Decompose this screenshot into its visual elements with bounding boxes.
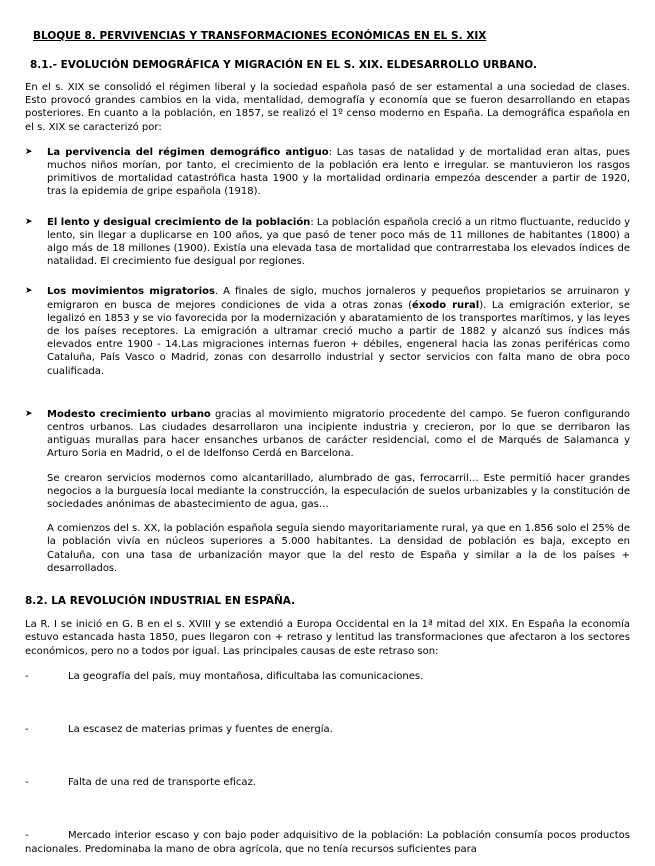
dash-marker-icon: - — [25, 830, 29, 842]
bullet-regimen-demografico-antiguo — [25, 146, 630, 199]
section-8-2-heading: 8.2. LA REVOLUCIÓN INDUSTRIAL EN ESPAÑA. — [25, 595, 296, 608]
dash-marker-icon: - — [25, 670, 29, 682]
dash-marker-icon: - — [25, 723, 29, 735]
bullet-paragraph — [47, 146, 630, 199]
bullet-lead-bold: Modesto crecimiento urbano — [47, 408, 211, 420]
list-item-text: La escasez de materias primas y fuentes de energía. — [68, 723, 333, 735]
bullet-crecimiento-poblacion — [25, 216, 630, 269]
bullet-arrow-icon: ➤ — [25, 216, 33, 227]
bullet-rest-text: ). La emigración exterior, se legalizó en 1853 y se vio favorecida por la modernización y abaratamiento de los transportes marítimos, y las leyes de los países receptores. La emigración a ultramar creció mucho a partir de 1882 y alcanzó sus índices más elevados entre 1900 - 14.Las migraciones internas fueron + débiles, engeneral hacia las zonas periféricas como Cataluña, País Vasco o Madrid, zonas con desarrollo industrial y sector servicios con falta mano de obra poco cualificada. — [47, 299, 630, 377]
bullet-inline-bold: éxodo rural — [412, 299, 480, 311]
dash-marker-icon: - — [25, 777, 29, 789]
document-title: BLOQUE 8. PERVIVENCIAS Y TRANSFORMACIONES ECONÓMICAS EN EL S. XIX — [33, 30, 487, 42]
bullet-rest-text: gracias al movimiento migratorio procedente del campo. Se fueron configurando centros urbanos. Las ciudades desarrollaron una incipiente industria y crecieron, por lo que se derribaron las antiguas murallas para hacer ensanches urbanos de carácter residencial, como el de Marqués de Salamanca y Arturo Soria en Madrid, o el de Idelfonso Cerdá en Barcelona. — [47, 408, 631, 460]
list-item-text: La geografía del país, muy montañosa, dificultaba las comunicaciones. — [68, 670, 424, 682]
bullet-rest-text: : La población española creció a un ritmo fluctuante, reducido y lento, sin llegar a duplicarse en 100 años, ya que pasó de tener poco más de 11 millones de habitantes (1800) a algo más de 18 millones (1900). Existía una elevada tasa de mortalidad que contrarrestaba los elevados índices de natalidad. El crecimiento fue desigual por regiones. — [47, 216, 630, 268]
bullet-paragraph — [47, 285, 630, 377]
list-item-geografia — [25, 670, 630, 683]
list-item-text: Falta de una red de transporte eficaz. — [68, 777, 256, 789]
section-8-2-intro: La R. I se inició en G. B en el s. XVIII y se extendió a Europa Occidental en la 1ª mitad del XIX. En España la economía estuvo estancada hasta 1850, pues llegaron con + retraso y lentitud las transformaciones que afectaron a los sectores económicos, pero no a todos por igual. Las principales causas de este retraso son: — [25, 619, 630, 657]
list-item-mercado-interior — [25, 829, 630, 855]
bullet-lead-bold: El lento y desigual crecimiento de la población — [47, 216, 311, 228]
bullet-rest-text: . A finales de siglo, muchos jornaleros y pequeños propietarios se arruinaron y emigraron en busca de mejores condiciones de vida a otras zonas ( — [47, 286, 631, 311]
bullet-lead-bold: Los movimientos migratorios — [47, 286, 215, 298]
bullet-rest-text: : Las tasas de natalidad y de mortalidad eran altas, pues muchos niños morían, por tanto, el crecimiento de la población era lento e irregular. se mantuvieron los rasgos primitivos de mortalidad catastrófica hasta 1900 y la mortalidad ordinaria empezóa descender a partir de 1920, tras la epidemia de gripe española (1918). — [47, 146, 631, 198]
bullet-lead-bold: La pervivencia del régimen demográfico antiguo — [47, 146, 329, 158]
section-8-1-heading: 8.1.- EVOLUCIÓN DEMOGRÁFICA Y MIGRACIÓN EN EL S. XIX. ELDESARROLLO URBANO. — [30, 59, 537, 71]
bullet-arrow-icon: ➤ — [25, 408, 33, 419]
bullet-arrow-icon: ➤ — [25, 146, 33, 157]
bullet-subparagraph-poblacion-rural: A comienzos del s. XX, la población española seguía siendo mayoritariamente rural, ya que en 1.856 solo el 25% de la población vivía en núcleos superiores a 5.000 habitantes. La densidad de población es baja, excepto en Cataluña, con una tasa de urbanización mayor que la del resto de España y similar a la de los países + desarrollados. — [47, 523, 630, 574]
bullet-paragraph — [47, 408, 630, 461]
bullet-movimientos-migratorios — [25, 285, 630, 377]
bullet-paragraph — [47, 216, 630, 269]
list-item-materias-primas — [25, 723, 630, 736]
bullet-subparagraph-servicios: Se crearon servicios modernos como alcantarillado, alumbrado de gas, ferrocarril… Este permitió hacer grandes negocios a la burguesía local mediante la construcción, la especulación de suelos urbanizables y la constitución de sociedades anónimas de abastecimiento de agua, gas… — [47, 472, 630, 511]
list-item-red-transporte — [25, 776, 630, 789]
list-item-text: Mercado interior escaso y con bajo poder adquisitivo de la población: La población consumía pocos productos nacionales. Predominaba la mano de obra agrícola, que no tenía recursos suficientes para — [25, 830, 630, 855]
bullet-crecimiento-urbano — [25, 408, 630, 575]
section-8-1-intro: En el s. XIX se consolidó el régimen liberal y la sociedad española pasó de ser estamental a una sociedad de clases. Esto provocó grandes cambios en la vida, mentalidad, demografía y economía que se fueron desarrollando en etapas posteriores. En cuanto a la población, en 1857, se realizó el 1º censo moderno en España. La demográfica española en el s. XIX se caracterizó por: — [25, 82, 630, 133]
bullet-arrow-icon: ➤ — [25, 286, 33, 297]
